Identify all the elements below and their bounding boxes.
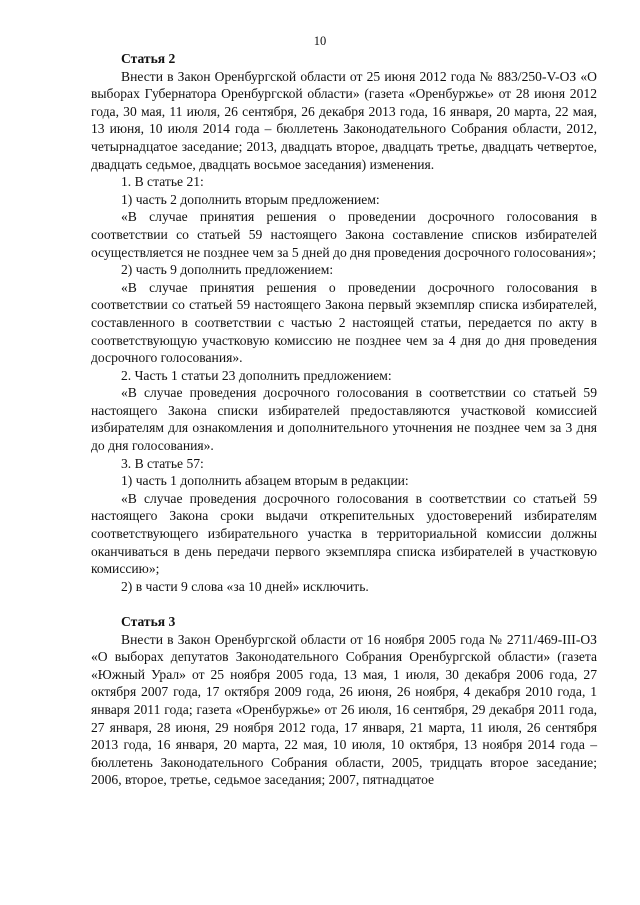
amendment-subitem-3-1: 1) часть 1 дополнить абзацем вторым в редакции: — [121, 473, 409, 489]
section-gap — [91, 595, 597, 613]
document-body — [91, 50, 597, 789]
amendment-text-1-1: «В случае принятия решения о проведении досрочного голосования в соответствии со статьей 59 настоящего Закона составление списков избирателей осуществляется не позднее чем за 5 дней до дня проведения досрочного голосования»; — [91, 209, 597, 260]
amendment-item-2: 2. Часть 1 статьи 23 дополнить предложением: — [121, 367, 392, 383]
amendment-text-2: «В случае проведения досрочного голосования в соответствии со статьей 59 настоящего Закона списки избирателей предоставляются участковой комиссией избирателям для ознакомления и дополнительного уточнения не позднее чем за 3 дня до дня голосования». — [91, 385, 597, 454]
page-number: 10 — [313, 34, 327, 48]
amendment-text-1-2: «В случае принятия решения о проведении досрочного голосования в соответствии со статьей 59 настоящего Закона первый экземпляр списка избирателей, составленного в соответствии с частью 2 настоящей статьи, передается по акту в соответствующую участковую комиссию не позднее чем за 4 дня до дня проведения досрочного голосования». — [91, 279, 597, 366]
amendment-subitem-1-1: 1) часть 2 дополнить вторым предложением: — [121, 191, 380, 207]
amendment-text-3-1: «В случае проведения досрочного голосования в соответствии со статьей 59 настоящего Закона сроки выдачи открепительных удостоверений избирателям соответствующего избирательного участка в территориальной комиссии должны оканчиваться в день передачи первого экземпляра списка избирателей в участковую комиссию»; — [91, 490, 597, 577]
article-2-intro: Внести в Закон Оренбургской области от 25 июня 2012 года № 883/250-V-ОЗ «О выборах Губернатора Оренбургской области» (газета «Оренбуржье» от 28 июня 2012 года, 30 мая, 11 июля, 26 сентября, 26 декабря 2013 года, 16 января, 20 марта, 22 мая, 13 июня, 10 июля 2014 года – бюллетень Законодательного Собрания области, 2012, четырнадцатое заседание; 2013, двадцать второе, двадцать третье, двадцать четвертое, двадцать седьмое, двадцать восьмое заседания) изменения. — [91, 68, 597, 172]
amendment-subitem-1-2: 2) часть 9 дополнить предложением: — [121, 262, 334, 278]
amendment-item-3: 3. В статье 57: — [121, 455, 204, 471]
amendment-item-1: 1. В статье 21: — [121, 174, 204, 190]
article-3-heading: Статья 3 — [121, 614, 176, 629]
amendment-subitem-3-2: 2) в части 9 слова «за 10 дней» исключить. — [121, 578, 369, 594]
article-2-heading: Статья 2 — [121, 51, 176, 66]
article-3-intro: Внести в Закон Оренбургской области от 16 ноября 2005 года № 2711/469-III-ОЗ «О выборах депутатов Законодательного Собрания Оренбургской области» (газета «Южный Урал» от 25 ноября 2005 года, 13 мая, 1 июля, 30 декабря 2006 года, 27 октября 2007 года, 17 октября 2009 года, 26 июня, 26 ноября, 4 декабря 2010 года, 1 января 2011 года; газета «Оренбуржье» от 26 июля, 16 сентября, 29 декабря 2011 года, 27 января, 28 июня, 29 ноября 2012 года, 17 января, 21 марта, 11 июля, 26 сентября 2013 года, 16 января, 20 марта, 22 мая, 10 июля, 10 октября, 13 ноября 2014 года – бюллетень Законодательного Собрания области, 2005, тридцать второе заседание; 2006, второе, третье, седьмое заседания; 2007, пятнадцатое — [91, 631, 597, 788]
